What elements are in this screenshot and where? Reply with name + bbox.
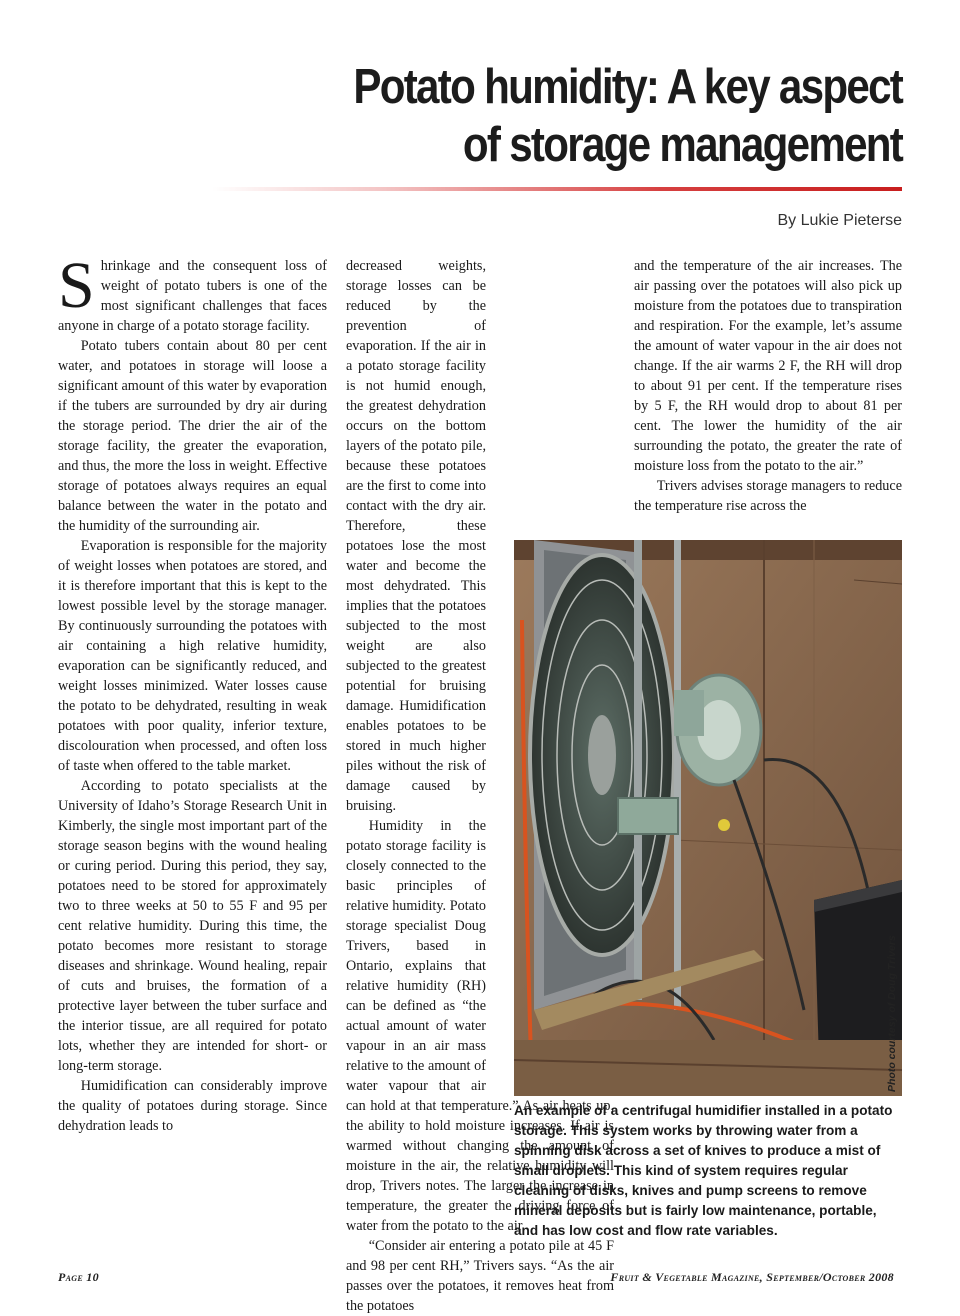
drop-cap: S bbox=[58, 249, 95, 322]
humidifier-illustration bbox=[514, 540, 902, 1096]
paragraph-7-continued: and the temperature of the air increases. The air passing over the potatoes will also pick up moisture from the potatoes due to transpiration and respiration. For the example, let’s assume the amount of water vapour in the air does not change. If the air warms 2 F, the RH will drop to about 91 per cent. If the temperature rises by 5 F, the RH would drop to about 81 per cent. The lower the humidity of the air surrounding the potato, the greater the rate of moisture loss from the potato to the air.” bbox=[634, 258, 902, 474]
paragraph-1-text: hrinkage and the consequent loss of weight of potato tubers is one of the most significant challenges that faces anyone in charge of a potato storage facility. bbox=[58, 258, 327, 334]
paragraph-4: According to potato specialists at the University of Idaho’s Storage Research Unit in Kimberly, the single most important part of the storage season begins with the wound healing or curing period. During this period, they say, potatoes need to be stored for approximately two to three weeks at 50 to 55 F and 95 per cent relative humidity. During this time, the potato becomes more resistant to storage diseases and shrinkage. Wound healing, repair of cuts and bruises, the formation of a protective layer between the tuber surface and the interior tissue, are all required for potato lots, whether they are intended for short- or long-term storage. bbox=[58, 778, 327, 1074]
byline: By Lukie Pieterse bbox=[777, 212, 902, 229]
title-line-2: of storage management bbox=[462, 118, 902, 172]
paragraph-8-start: Trivers advises storage managers to reduce the temperature rise across the bbox=[634, 478, 902, 514]
paragraph-7-start: “Consider air entering a potato pile at 45 F and 98 per cent RH,” Trivers says. “As the air passes over the potatoes, it removes heat from the potatoes bbox=[346, 1238, 614, 1314]
paragraph-2: Potato tubers contain about 80 per cent water, and potatoes in storage will loose a significant amount of this water by evaporation if the tubers are surrounded by dry air during the storage period. The drier the air of the storage facility, the greater the evaporation, and thus, the more the loss in weight. Effective storage of potatoes always requires an equal balance between the water in the potato and the humidity of the surrounding air. bbox=[58, 338, 327, 534]
title-divider bbox=[212, 187, 902, 191]
footer-page-number: Page 10 bbox=[58, 1270, 99, 1284]
title-line-1: Potato humidity: A key aspect bbox=[353, 60, 902, 114]
paragraph-3: Evaporation is responsible for the majority of weight losses when potatoes are stored, and it is therefore important that this is kept to the lowest possible level by the storage manager. By continuously surrounding the potatoes with air containing a high relative humidity, evaporation can be significantly reduced, and weight losses minimized. Water losses cause the potato to be dehydrated, resulting in weak potatoes with poor quality, inferior texture, discolouration when processed, and often loss of taste when offered to the table market. bbox=[58, 538, 327, 774]
paragraph-5-start: Humidification can considerably improve the quality of potatoes during storage. Since dehydration leads to bbox=[58, 1078, 327, 1134]
column-1 bbox=[58, 249, 327, 1136]
humidifier-photo bbox=[514, 540, 902, 1096]
column-3 bbox=[634, 256, 902, 516]
photo-caption: An example of a centrifugal humidifier installed in a potato storage. This system works by throwing water from a spinning disk across a set of knives to produce a mist of small droplets. This kind of system requires regular cleaning of disks, knives and pump screens to remove mineral deposits but is fairly low maintenance, portable, and has low cost and flow rate variables. bbox=[514, 1103, 893, 1238]
article-title bbox=[353, 58, 902, 174]
paragraph-6: Humidity in the potato storage facility is closely connected to the basic principles of relative humidity. Potato storage specialist Doug Trivers, based in Ontario, explains that relative humidity (RH) can be defined as “the actual amount of water vapour in an air mass relative to the amount of water vapour that air can hold at that temperature.” As air heats up, the ability to hold moisture increases. If air is warmed without changing the amount of moisture in the air, the relative humidity will drop, Trivers notes. The larger the increase in temperature, the greater the driving force of water from the potato to the air. bbox=[346, 818, 614, 1234]
paragraph-5-continued: decreased weights, storage losses can be reduced by the prevention of evaporation. If the air in a potato storage facility is not humid enough, the greatest dehydration occurs on the bottom layers of the potato pile, because these potatoes are the first to come into contact with the dry air. Therefore, these potatoes lose the most water and become the most dehydrated. This implies that the potatoes subjected to the most weight are also subjected to the greatest potential for bruising damage. Humidification enables potatoes to be stored in much higher piles without the risk of damage caused by bruising. bbox=[346, 258, 486, 814]
footer-publication: Fruit & Vegetable Magazine, September/October 2008 bbox=[610, 1270, 894, 1284]
photo-credit: Photo courtesy of Doug Trivers bbox=[886, 935, 898, 1092]
paragraph-1 bbox=[58, 249, 327, 336]
